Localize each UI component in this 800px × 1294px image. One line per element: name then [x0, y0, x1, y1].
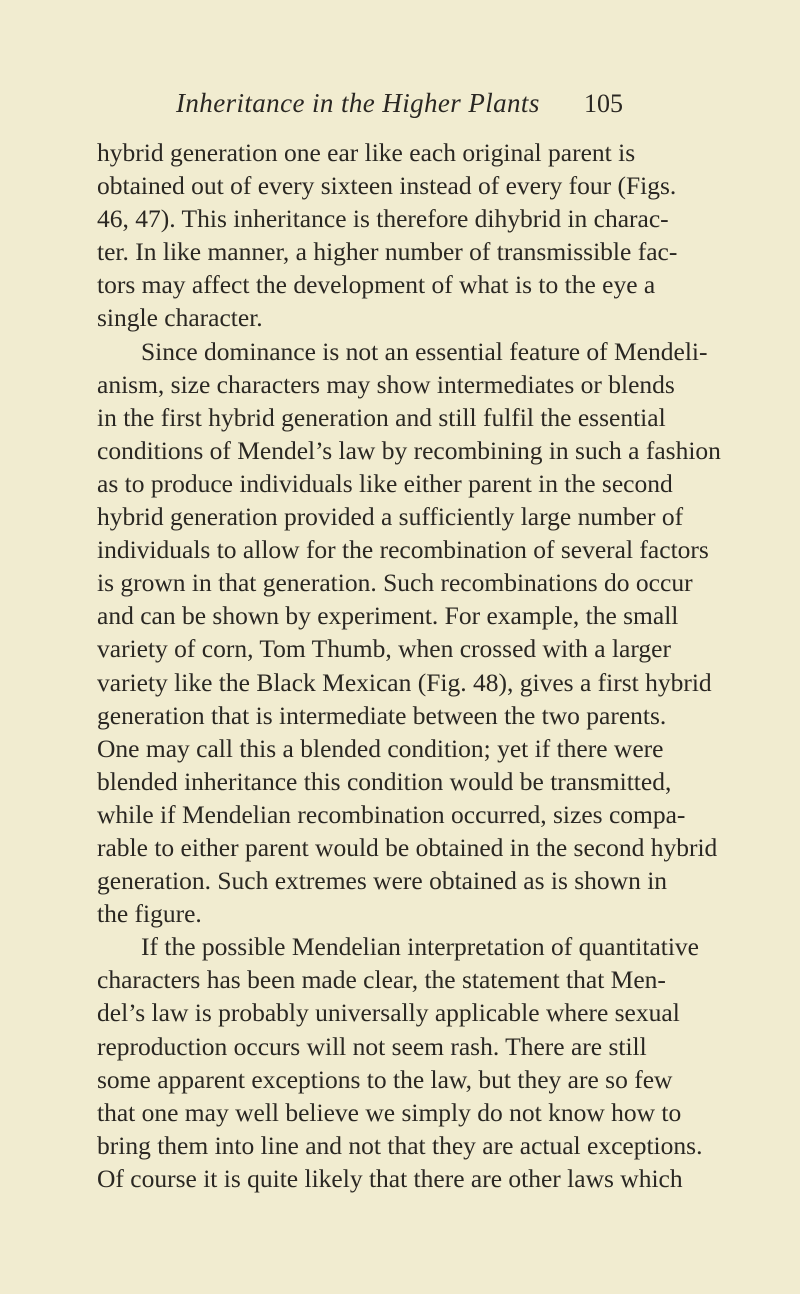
text-line: as to produce individuals like either parent in the second [97, 468, 673, 498]
text-line: bring them into line and not that they are actual exceptions. [97, 1130, 703, 1160]
text-line: some apparent exceptions to the law, but they are so few [97, 1064, 673, 1094]
text-line: individuals to allow for the recombination of several factors [97, 535, 709, 565]
text-line: If the possible Mendelian interpretation of quantitative [141, 932, 699, 962]
text-line: hybrid generation one ear like each original parent is [97, 138, 636, 167]
paragraph-3 [97, 930, 703, 1195]
text-line: variety like the Black Mexican (Fig. 48), gives a first hybrid [97, 667, 712, 697]
text-line: hybrid generation provided a sufficiently large number of [97, 502, 684, 532]
text-line: and can be shown by experiment. For example, the small [97, 601, 679, 631]
text-line: Since dominance is not an essential feature of Mendeli- [141, 336, 708, 366]
text-line: that one may well believe we simply do not know how to [97, 1097, 682, 1127]
text-line: single character. [97, 303, 263, 333]
running-head [0, 88, 800, 118]
text-line: rable to either parent would be obtained in the second hybrid [97, 832, 718, 862]
text-line: the figure. [97, 899, 202, 929]
text-line: is grown in that generation. Such recombinations do occur [97, 568, 693, 598]
text-line: generation. Such extremes were obtained as is shown in [97, 866, 668, 896]
text-line: generation that is intermediate between the two parents. [97, 700, 667, 730]
text-line: conditions of Mendel’s law by recombining in such a fashion [97, 435, 721, 465]
paragraph-1 [97, 136, 678, 335]
text-line: tors may affect the development of what is to the eye a [97, 270, 656, 300]
text-line: anism, size characters may show intermediates or blends [97, 369, 675, 399]
text-line: characters has been made clear, the statement that Men- [97, 965, 666, 995]
text-line: del’s law is probably universally applicable where sexual [97, 998, 680, 1028]
text-line: blended inheritance this condition would be transmitted, [97, 766, 672, 796]
text-line: ter. In like manner, a higher number of transmissible fac- [97, 237, 678, 267]
text-line: Of course it is quite likely that there are other laws which [97, 1163, 683, 1193]
page-number: 105 [584, 89, 623, 118]
text-line: while if Mendelian recombination occurred, sizes compa- [97, 799, 686, 829]
text-line: variety of corn, Tom Thumb, when crossed with a larger [97, 634, 671, 664]
text-line: obtained out of every sixteen instead of every four (Figs. [97, 171, 677, 201]
running-title: Inheritance in the Higher Plants [176, 88, 540, 118]
text-line: reproduction occurs will not seem rash. There are still [97, 1031, 647, 1061]
text-line: One may call this a blended condition; yet if there were [97, 733, 664, 763]
text-line: 46, 47). This inheritance is therefore dihybrid in charac- [97, 204, 669, 234]
body-text [97, 136, 721, 1195]
paragraph-2 [97, 335, 721, 931]
text-line: in the first hybrid generation and still fulfil the essential [97, 402, 666, 432]
